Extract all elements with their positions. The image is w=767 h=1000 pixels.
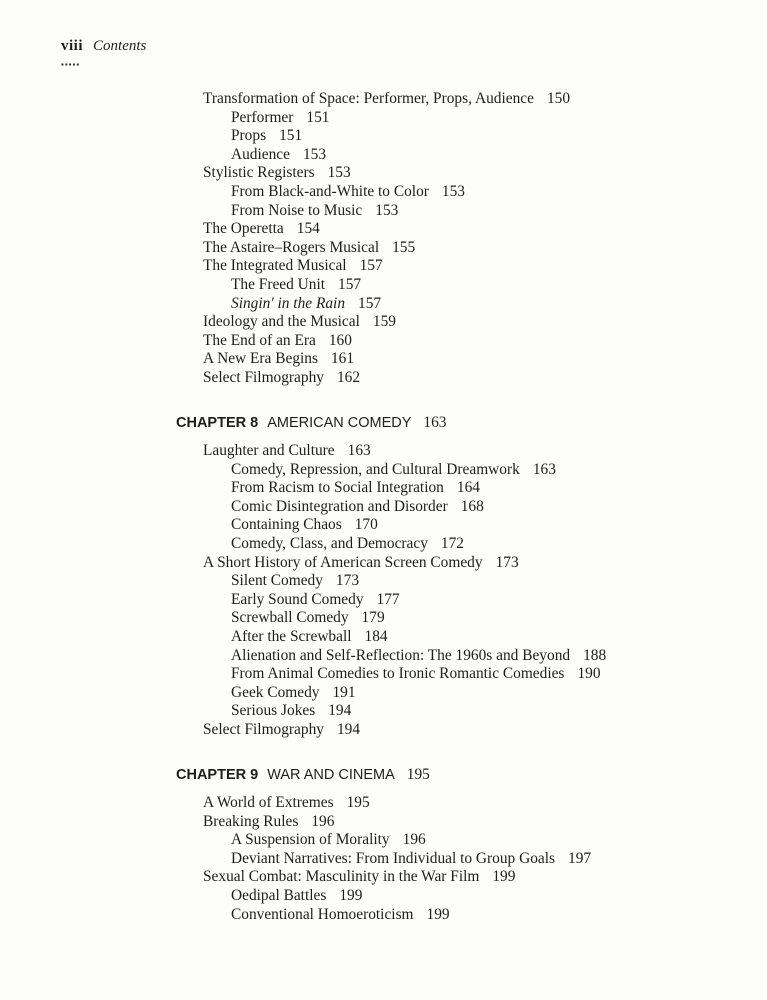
- toc-entry: [203, 516, 606, 535]
- chapter-number: CHAPTER 9: [176, 767, 259, 783]
- toc-entry: [203, 109, 570, 128]
- toc-entry: [203, 554, 606, 573]
- ornament-dots: ▪▪▪▪▪: [61, 60, 81, 69]
- toc-entry: [203, 295, 570, 314]
- toc-entry-title: Select Filmography: [203, 720, 324, 738]
- toc-entry: [203, 906, 591, 925]
- toc-entry-title: Singin' in the Rain: [231, 294, 346, 312]
- toc-entry-title: The End of an Era: [203, 331, 316, 349]
- toc-entry-page: 194: [328, 702, 352, 720]
- toc-entry-title: Comedy, Repression, and Cultural Dreamwork: [231, 460, 520, 478]
- toc-entry: [203, 332, 570, 351]
- toc-entry-title: Laughter and Culture: [203, 442, 335, 459]
- toc-entry-title: Comic Disintegration and Disorder: [231, 497, 448, 515]
- toc-entry: [203, 479, 606, 498]
- toc-entry: [203, 813, 591, 832]
- toc-entry-page: 170: [354, 516, 378, 534]
- toc-entry: [203, 609, 606, 628]
- toc-entry-page: 159: [372, 313, 396, 331]
- chapter-page: 195: [406, 766, 430, 783]
- toc-entry-page: 172: [440, 534, 464, 552]
- toc-entry-title: Deviant Narratives: From Individual to Group Goals: [231, 849, 555, 867]
- toc-entry: [203, 647, 606, 666]
- toc-entry: [203, 257, 570, 276]
- chapter-heading: [176, 766, 430, 784]
- toc-entry: [203, 721, 606, 740]
- toc-entry-title: Select Filmography: [203, 368, 324, 386]
- toc-entry: [203, 442, 606, 461]
- toc-entry-page: 196: [311, 812, 335, 830]
- toc-entry: [203, 369, 570, 388]
- toc-entry-title: A Short History of American Screen Comedy: [203, 553, 483, 571]
- toc-entry-page: 157: [359, 257, 383, 275]
- toc-entry-page: 177: [376, 590, 400, 608]
- toc-entry-title: The Astaire–Rogers Musical: [203, 238, 380, 256]
- chapter-heading: [176, 414, 447, 432]
- toc-entry: [203, 461, 606, 480]
- toc-entry-page: 163: [347, 442, 371, 459]
- toc-entry-title: Geek Comedy: [231, 683, 320, 701]
- toc-section: [203, 794, 591, 924]
- toc-entry-page: 153: [375, 201, 399, 219]
- toc-entry-page: 154: [296, 220, 320, 238]
- toc-entry-page: 151: [306, 108, 330, 126]
- toc-entry-title: Comedy, Class, and Democracy: [231, 534, 428, 552]
- toc-entry-page: 194: [336, 720, 361, 738]
- toc-entry-page: 188: [583, 646, 607, 664]
- toc-entry-title: From Noise to Music: [231, 201, 363, 219]
- toc-entry: [203, 831, 591, 850]
- toc-entry-title: Conventional Homoeroticism: [231, 905, 414, 923]
- toc-entry-page: 157: [338, 275, 362, 293]
- toc-entry-page: 160: [328, 331, 352, 349]
- toc-entry-title: From Black-and-White to Color: [231, 182, 429, 200]
- toc-entry: [203, 183, 570, 202]
- chapter-title: AMERICAN COMEDY: [267, 415, 412, 431]
- toc-entry: [203, 702, 606, 721]
- toc-section: [203, 90, 570, 388]
- toc-entry-title: Performer: [231, 108, 294, 126]
- toc-entry-page: 190: [577, 665, 601, 683]
- toc-entry-page: 173: [495, 553, 519, 571]
- toc-entry-title: Sexual Combat: Masculinity in the War Film: [203, 868, 480, 886]
- toc-entry: [203, 535, 606, 554]
- toc-entry-page: 157: [358, 294, 382, 312]
- toc-entry-title: Serious Jokes: [231, 702, 316, 720]
- toc-entry-page: 161: [330, 350, 355, 368]
- toc-entry: [203, 572, 606, 591]
- toc-entry-page: 153: [441, 182, 465, 200]
- toc-entry-title: The Integrated Musical: [203, 257, 347, 275]
- toc-entry: [203, 850, 591, 869]
- toc-entry-title: Early Sound Comedy: [231, 590, 364, 608]
- toc-entry: [203, 868, 591, 887]
- running-head: [61, 38, 146, 55]
- toc-entry-page: 195: [346, 794, 370, 811]
- toc-entry-title: The Freed Unit: [231, 275, 326, 293]
- page-number: viii: [61, 38, 84, 54]
- running-head-title: Contents: [93, 38, 147, 54]
- toc-entry-page: 163: [532, 460, 556, 478]
- toc-entry-page: 168: [460, 497, 484, 515]
- toc-entry: [203, 239, 570, 258]
- toc-entry-page: 197: [568, 849, 592, 867]
- toc-entry-page: 191: [332, 683, 356, 701]
- toc-entry-title: Screwball Comedy: [231, 609, 349, 627]
- chapter-title: WAR AND CINEMA: [267, 767, 395, 783]
- toc-entry-page: 196: [402, 831, 426, 849]
- toc-entry: [203, 665, 606, 684]
- toc-entry-title: Oedipal Battles: [231, 886, 327, 904]
- toc-entry-title: After the Screwball: [231, 627, 352, 645]
- toc-entry-title: Stylistic Registers: [203, 164, 315, 182]
- toc-entry-title: Containing Chaos: [231, 516, 342, 534]
- toc-entry: [203, 146, 570, 165]
- toc-entry-title: A World of Extremes: [203, 794, 334, 811]
- toc-entry-page: 153: [302, 145, 327, 163]
- toc-entry-title: Audience: [231, 145, 290, 163]
- toc-entry-title: Breaking Rules: [203, 812, 299, 830]
- toc-entry: [203, 887, 591, 906]
- toc-entry-title: Props: [231, 127, 267, 145]
- toc-entry: [203, 628, 606, 647]
- toc-entry-page: 199: [426, 905, 450, 923]
- chapter-number: CHAPTER 8: [176, 415, 259, 431]
- toc-entry-title: A New Era Begins: [203, 350, 318, 368]
- toc-entry-title: From Racism to Social Integration: [231, 479, 444, 497]
- toc-entry-title: A Suspension of Morality: [231, 831, 390, 849]
- toc-entry: [203, 313, 570, 332]
- toc-entry-page: 199: [339, 886, 363, 904]
- toc-entry-page: 151: [279, 127, 303, 145]
- toc-entry: [203, 498, 606, 517]
- toc-entry-title: Transformation of Space: Performer, Props, Audience: [203, 90, 534, 107]
- toc-entry: [203, 350, 570, 369]
- toc-entry-title: Ideology and the Musical: [203, 313, 360, 331]
- toc-entry-page: 150: [546, 90, 571, 107]
- toc-entry-page: 155: [392, 238, 416, 256]
- toc-entry-page: 162: [336, 368, 361, 386]
- toc-entry: [203, 684, 606, 703]
- toc-entry: [203, 794, 591, 813]
- toc-entry: [203, 127, 570, 146]
- toc-entry: [203, 202, 570, 221]
- toc-entry-page: 184: [364, 627, 388, 645]
- chapter-page: 163: [423, 414, 447, 431]
- toc-section: [203, 442, 606, 740]
- toc-entry-page: 164: [456, 479, 480, 497]
- toc-entry-title: Silent Comedy: [231, 572, 323, 590]
- toc-entry-page: 199: [492, 868, 516, 886]
- toc-entry: [203, 591, 606, 610]
- toc-entry: [203, 220, 570, 239]
- toc-entry: [203, 276, 570, 295]
- toc-entry-page: 173: [335, 572, 360, 590]
- toc-entry-title: Alienation and Self-Reflection: The 1960s and Beyond: [231, 646, 571, 664]
- toc-entry-page: 179: [361, 609, 385, 627]
- toc-entry: [203, 164, 570, 183]
- toc-entry-title: The Operetta: [203, 220, 284, 238]
- toc-entry-title: From Animal Comedies to Ironic Romantic Comedies: [231, 665, 565, 683]
- toc-entry-page: 153: [327, 164, 351, 182]
- toc-entry: [203, 90, 570, 109]
